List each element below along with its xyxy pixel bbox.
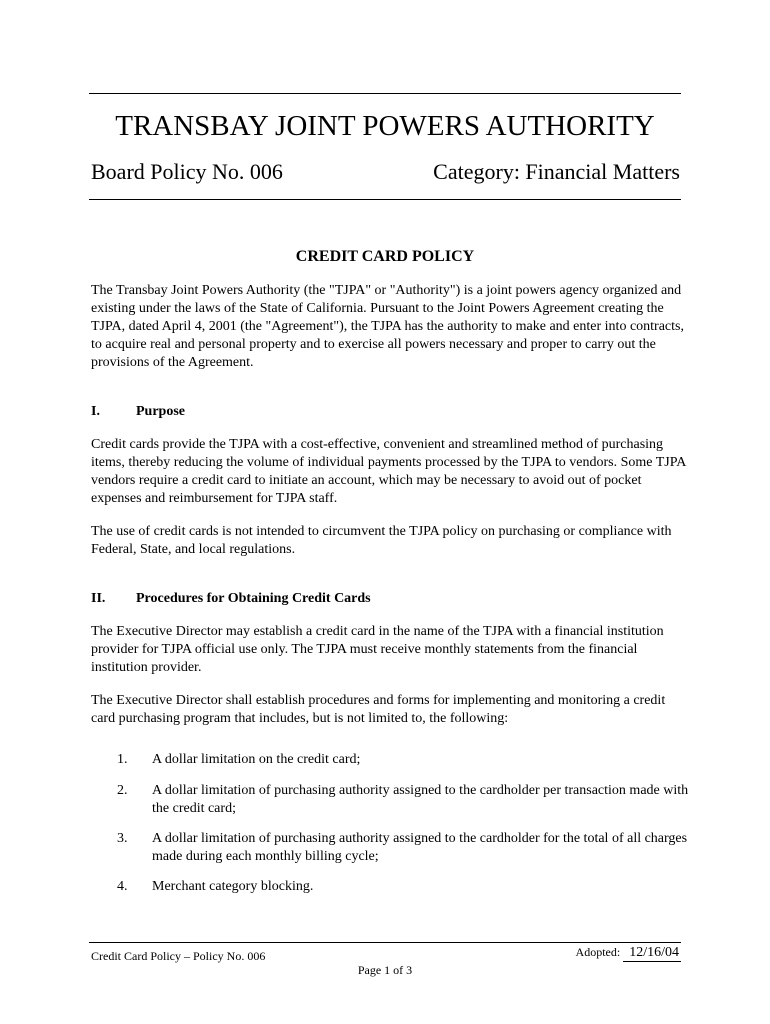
list-item: A dollar limitation of purchasing authority assigned to the cardholder for the total of all charges made during each monthly billing cycle; — [152, 831, 688, 864]
list-item: A dollar limitation of purchasing authority assigned to the cardholder per transaction made with the credit card; — [152, 783, 689, 816]
procedures-paragraph: The Executive Director may establish a credit card in the name of the TJPA with a financial institution provider for TJPA official use only. The TJPA must receive monthly statements from the financial institution provider. — [91, 624, 664, 675]
header-top-rule — [89, 93, 681, 94]
list-item: A dollar limitation on the credit card; — [152, 752, 361, 767]
purpose-paragraph: Credit cards provide the TJPA with a cost-effective, convenient and streamlined method of purchasing items, thereby reducing the volume of individual payments processed by the TJPA to vendors. Some TJPA vendors require a credit card to initiate an account, which may be necessary to avoid out of pocket expenses and reimbursement for TJPA staff. — [91, 437, 686, 506]
adopted-date: 12/16/04 — [623, 946, 681, 962]
section-number: I. — [91, 404, 100, 419]
purpose-paragraph: The use of credit cards is not intended to circumvent the TJPA policy on purchasing or compliance with Federal, State, and local regulations. — [91, 524, 672, 557]
list-item-number: 1. — [117, 752, 128, 767]
adopted-label: Adopted: — [575, 945, 621, 959]
footer-adopted — [576, 944, 681, 962]
header-bottom-rule — [89, 199, 681, 200]
procedures-paragraph: The Executive Director shall establish procedures and forms for implementing and monitoring a credit card purchasing program that includes, but is not limited to, the following: — [91, 693, 666, 726]
section-number: II. — [91, 591, 106, 606]
policy-category: Category: Financial Matters — [433, 159, 680, 184]
document-title: CREDIT CARD POLICY — [295, 248, 475, 265]
policy-number: Board Policy No. 006 — [91, 159, 283, 184]
footer-rule — [89, 942, 681, 943]
page-number: Page 1 of 3 — [357, 963, 413, 977]
intro-paragraph: The Transbay Joint Powers Authority (the "TJPA" or "Authority") is a joint powers agency organized and existing under the laws of the State of California. Pursuant to the Joint Powers Agreement creating the TJPA, dated April 4, 2001 (the "Agreement"), the TJPA has the authority to make and enter into contracts, to acquire real and personal property and to exercise all powers necessary and proper to carry out the provisions of the Agreement. — [91, 283, 684, 370]
list-item-number: 2. — [117, 783, 128, 798]
list-item-number: 4. — [117, 879, 128, 894]
section-heading-purpose: Purpose — [136, 404, 185, 419]
footer-document-label: Credit Card Policy – Policy No. 006 — [91, 949, 266, 963]
list-item-number: 3. — [117, 831, 128, 846]
list-item: Merchant category blocking. — [152, 879, 314, 894]
organization-title: TRANSBAY JOINT POWERS AUTHORITY — [115, 110, 655, 142]
section-heading-procedures: Procedures for Obtaining Credit Cards — [136, 591, 371, 606]
